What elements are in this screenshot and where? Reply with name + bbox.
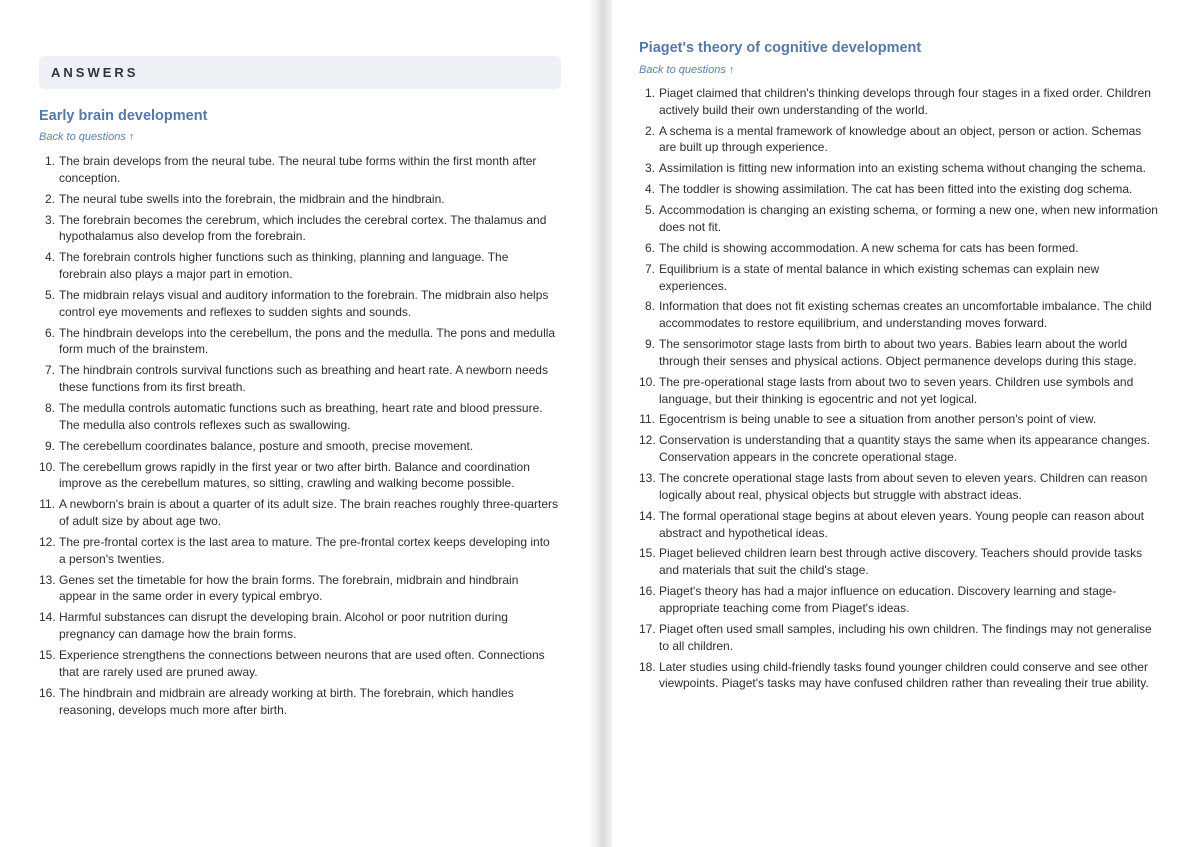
answer-item (39, 400, 559, 434)
answer-text: The formal operational stage begins at about eleven years. Young people can reason about abstract and hypothetical ideas. (659, 508, 1145, 540)
answer-number: 2. (44, 191, 55, 206)
answer-number: 16. (39, 685, 56, 700)
answer-number: 17. (639, 621, 656, 636)
answer-item (639, 160, 1161, 177)
answer-text: The toddler is showing assimilation. The cat has been fitted into the existing dog schema. (659, 182, 1133, 197)
answer-number: 10. (639, 374, 656, 389)
section-title-piaget: Piaget's theory of cognitive development (639, 40, 922, 56)
answer-text: Information that does not fit existing schemas creates an uncomfortable imbalance. The child accommodates to restore equilibrium, and understanding moves forward. (659, 299, 1152, 331)
answer-item (639, 659, 1161, 693)
answer-list-early-brain (39, 153, 559, 722)
answer-item (639, 374, 1161, 408)
answer-item (39, 325, 559, 359)
answer-text: Accommodation is changing an existing schema, or forming a new one, when new information does not fit. (659, 203, 1158, 234)
answer-number: 9. (44, 438, 55, 453)
answer-item (639, 411, 1161, 428)
answer-item (39, 572, 559, 606)
answer-number: 9. (644, 337, 655, 352)
answer-item (639, 123, 1161, 157)
answer-number: 5. (644, 203, 655, 218)
answer-text: Piaget claimed that children's thinking develops through four stages in a fixed order. Children actively build their own understanding of the world. (659, 86, 1151, 117)
back-to-questions-link[interactable] (39, 131, 134, 143)
answer-number: 12. (639, 433, 656, 448)
answer-item (39, 459, 559, 493)
answer-text: The medulla controls automatic functions such as breathing, heart rate and blood pressure. The medulla also controls reflexes such as swallowing. (59, 401, 543, 432)
answer-item (39, 647, 559, 681)
back-link-label: Back to questions (639, 64, 726, 76)
answer-number: 13. (39, 572, 56, 587)
answer-text: The sensorimotor stage lasts from birth to about two years. Babies learn about the world through their senses and physical actions. Object permanence develops during this stage. (659, 337, 1137, 368)
answer-text: The hindbrain controls survival functions such as breathing and heart rate. A newborn needs these functions from its first breath. (59, 363, 548, 395)
answer-text: The forebrain controls higher functions such as thinking, planning and language. The forebrain also plays a major part in emotion. (59, 250, 509, 282)
answers-banner: ANSWERS (39, 56, 561, 89)
answer-item (39, 287, 559, 321)
answer-text: The pre-frontal cortex is the last area to mature. The pre-frontal cortex keeps developing into a person's twenties. (59, 534, 550, 566)
section-title-early-brain: Early brain development (39, 108, 208, 124)
answer-item (639, 202, 1161, 236)
answer-item (639, 181, 1161, 198)
answer-text: The concrete operational stage lasts from about seven to eleven years. Children can reason logically about real, physical objects but struggle with abstract ideas. (659, 471, 1148, 502)
answer-number: 10. (39, 459, 56, 474)
answer-text: The midbrain relays visual and auditory information to the forebrain. The midbrain also helps control eye movements and reflexes to sudden sights and sounds. (59, 287, 549, 319)
answer-text: The forebrain becomes the cerebrum, which includes the cerebral cortex. The thalamus and hypothalamus also develop from the forebrain. (59, 212, 547, 244)
answer-number: 18. (639, 659, 656, 674)
answer-number: 4. (644, 182, 655, 197)
answer-item (39, 362, 559, 396)
answer-item (39, 153, 559, 187)
back-link-label: Back to questions (39, 131, 126, 143)
answer-text: Piaget believed children learn best through active discovery. Teachers should provide tasks and materials that suit the child's stage. (659, 546, 1143, 578)
answer-number: 8. (644, 299, 655, 314)
answer-text: The neural tube swells into the forebrain, the midbrain and the hindbrain. (59, 191, 445, 206)
answer-item (39, 249, 559, 283)
left-page (0, 0, 598, 847)
answer-number: 16. (639, 584, 656, 599)
answer-number: 2. (644, 123, 655, 138)
answer-text: A newborn's brain is about a quarter of its adult size. The brain reaches roughly three-quarters of adult size by about age two. (59, 497, 559, 529)
answer-number: 12. (39, 534, 56, 549)
answer-text: Experience strengthens the connections between neurons that are used often. Connections that are rarely used are pruned away. (59, 648, 545, 679)
answer-text: The pre-operational stage lasts from about two to seven years. Children use symbols and language, but their thinking is egocentric and not yet logical. (659, 374, 1134, 406)
answer-text: The hindbrain develops into the cerebellum, the pons and the medulla. The pons and medulla form much of the brainstem. (59, 325, 556, 357)
answer-item (639, 545, 1161, 579)
answer-text: A schema is a mental framework of knowledge about an object, person or action. Schemas are built up through experience. (659, 123, 1142, 155)
answer-item (39, 534, 559, 568)
answer-number: 8. (44, 401, 55, 416)
answer-text: Piaget often used small samples, including his own children. The findings may not generalise to all children. (659, 621, 1152, 653)
answer-item (39, 609, 559, 643)
answer-item (39, 438, 559, 455)
up-arrow-icon: ↑ (728, 64, 735, 76)
answer-text: The hindbrain and midbrain are already working at birth. The forebrain, which handles reasoning, develops much more after birth. (59, 685, 514, 717)
up-arrow-icon: ↑ (128, 131, 135, 143)
answer-item (639, 336, 1161, 370)
back-to-questions-link[interactable] (639, 64, 734, 76)
answer-number: 3. (44, 212, 55, 227)
answer-number: 11. (639, 412, 655, 427)
answer-text: Harmful substances can disrupt the developing brain. Alcohol or poor nutrition during pregnancy can damage how the brain forms. (59, 610, 508, 642)
answer-number: 15. (39, 648, 56, 663)
answer-number: 11. (39, 497, 55, 512)
answer-item (639, 261, 1161, 295)
answer-item (639, 298, 1161, 332)
answer-text: Equilibrium is a state of mental balance in which existing schemas can explain new experiences. (659, 261, 1100, 293)
answer-number: 13. (639, 471, 656, 486)
answer-number: 4. (44, 250, 55, 265)
answer-item (639, 240, 1161, 257)
answer-number: 5. (44, 287, 55, 302)
answer-text: The child is showing accommodation. A new schema for cats has been formed. (659, 240, 1079, 255)
answer-item (639, 470, 1161, 504)
answer-item (639, 432, 1161, 466)
answer-item (639, 583, 1161, 617)
answer-number: 7. (644, 261, 655, 276)
answer-number: 7. (44, 363, 55, 378)
answer-text: The cerebellum coordinates balance, posture and smooth, precise movement. (59, 438, 474, 453)
answer-text: Egocentrism is being unable to see a situation from another person's point of view. (659, 412, 1097, 427)
answer-number: 6. (44, 325, 55, 340)
answer-item (639, 621, 1161, 655)
answer-text: Piaget's theory has had a major influence on education. Discovery learning and stage-appropriate teaching come from Piaget's ideas. (659, 584, 1117, 615)
answer-item (39, 212, 559, 246)
answer-item (39, 191, 559, 208)
answer-item (639, 85, 1161, 119)
answer-text: Later studies using child-friendly tasks found younger children could conserve and see other viewpoints. Piaget's tasks may have confused children rather than revealing their true ability. (659, 659, 1149, 691)
answer-text: The cerebellum grows rapidly in the first year or two after birth. Balance and coordination improve as the cerebellum matures, so sitting, crawling and walking become possible. (59, 459, 530, 491)
answer-number: 1. (44, 154, 55, 168)
answer-text: Genes set the timetable for how the brain forms. The forebrain, midbrain and hindbrain appear in the same order in every typical embryo. (59, 572, 519, 604)
answer-text: The brain develops from the neural tube. The neural tube forms within the first month after conception. (59, 154, 537, 185)
answer-number: 1. (644, 86, 655, 100)
answer-text: Conservation is understanding that a quantity stays the same when its appearance changes. Conservation appears in the concrete operational stage. (659, 433, 1150, 465)
answer-item (39, 685, 559, 719)
answer-item (39, 496, 559, 530)
answer-list-piaget (639, 85, 1161, 696)
answer-item (639, 508, 1161, 542)
answer-number: 6. (644, 240, 655, 255)
answer-number: 14. (39, 610, 56, 625)
answer-number: 3. (644, 161, 655, 176)
answer-text: Assimilation is fitting new information into an existing schema without changing the schema. (659, 161, 1146, 176)
answer-number: 14. (639, 508, 656, 523)
answer-number: 15. (639, 546, 656, 561)
